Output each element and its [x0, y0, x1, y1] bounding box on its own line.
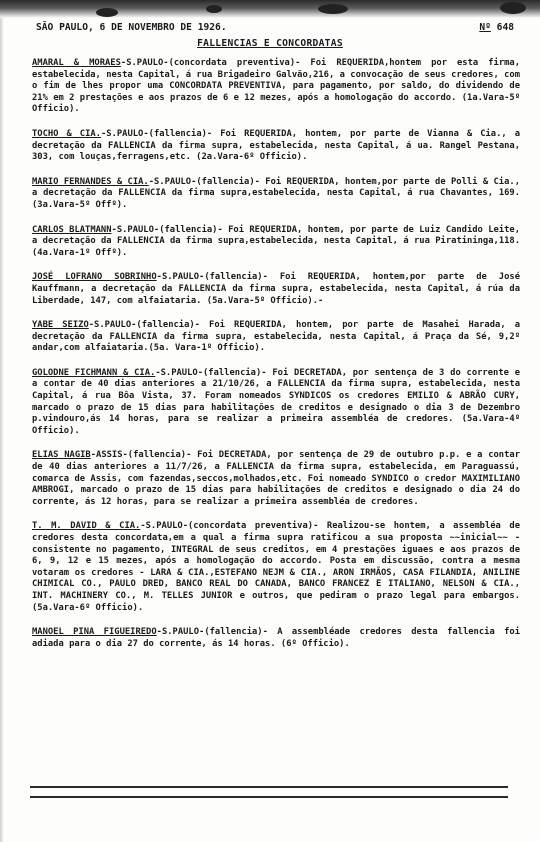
ink-blot	[96, 8, 118, 17]
entry-body: -S.PAULO-(concordata preventiva)- Foi REQUERIDA,hontem por esta firma, estabelecida, nesta Capital, á rua Brigadeiro Galvão,216, a convocação de seus credores, com o fim de lhes propor uma CONCORDATA PREVENTIVA, para pagamento, por saldo, do dividendo de 21% em 2 prestações e aos prazos de 6 e 12 mezes, após a homologação do accordo. (1a.Vara-5º Officio).	[32, 58, 520, 115]
entry-name: TOCHO & CIA.	[32, 128, 101, 139]
entry	[32, 129, 520, 164]
entry-body: -S.PAULO-(fallencia)- Foi REQUERIDA, hontem,por parte de Polli & Cia., a decretação da FALLENCIA da firma supra,estabelecida, nesta Capital, á rua Chavantes, 169. (3a.Vara-5º Offº).	[32, 176, 520, 210]
entry	[32, 272, 520, 307]
entry	[32, 521, 520, 614]
entry	[32, 627, 520, 650]
entry-name: GOLODNE FICHMANN & CIA.	[32, 367, 156, 378]
entry-body: -S.PAULO-(concordata preventiva)- Realizou-se hontem, a assembléa de credores desta concordata,em a qual a firma supra ratificou a sua proposta ~~inicial~~ - consistente no pagamento, INTEGRAL de seus creditos, em 4 prestações iguaes e aos prazos de 6, 9, 12 e 15 mezes, após a homologação do accordo. Posta em discussão, contra a mesma votaram os credores - LARA & CIA.,ESTEFANO NEJM & CIA., ARON IRMÃOS, CASA FILANDIA, ANILINE CHIMICAL CO., PAULO DRED, BANCO REAL DO CANADA, BANCO FRANCEZ E ITALIANO, NELSON & CIA., INT. MACHINERY CO., M. TELLES JUNIOR e outros, que pediram o prazo legal para embargos. (5a.Vara-6º Officio).	[32, 521, 520, 613]
entry-name: JOSÉ LOFRANO SOBRINHO	[32, 272, 157, 283]
document-date: SÃO PAULO, 6 DE NOVEMBRO DE 1926.	[36, 22, 227, 33]
entry-body: -S.PAULO-(fallencia)- Foi REQUERIDA, hontem,por parte de José Kauffmann, a decretação da FALLENCIA da firma supra, estabelecida, nesta Capital, á rúa da Liberdade, 147, com alfaiataria. (5a.Vara-5º Officio).-	[32, 272, 520, 306]
scan-left-edge	[0, 18, 4, 842]
document-header	[36, 22, 520, 36]
entry	[32, 225, 520, 260]
document-number-value: 648	[496, 22, 514, 33]
document-title: FALLENCIAS E CONCORDATAS	[197, 38, 343, 49]
entry-body: -S.PAULO-(fallencia)- Foi REQUERIDA, hontem, por parte de Luiz Candido Leite, a decretação da FALLENCIA da firma supra,estabelecida, nesta Capital, á rua Piratininga,118. (4a.Vara-1º Offº).	[32, 224, 520, 258]
closing-rule	[30, 796, 508, 798]
ink-blot	[318, 4, 348, 14]
entry-name: AMARAL & MORAES	[32, 58, 121, 68]
entry-body: -S.PAULO-(fallencia)- Foi REQUERIDA, hontem, por parte de Vianna & Cia., a decretação da FALLENCIA da firma supra, estabelecida, nesta Capital, á ua. Rangel Pestana, 303, com louças,ferragens,etc. (2a.Vara-6º Officio).	[32, 128, 520, 163]
entry-name: T. M. DAVID & CIA.	[32, 521, 141, 532]
entry	[32, 177, 520, 212]
closing-rule	[30, 786, 508, 788]
entry-name: MARIO FERNANDES & CIA.	[32, 176, 149, 187]
entry	[32, 368, 520, 438]
ink-blot	[206, 5, 222, 13]
entry-name: ELIAS NAGIB	[32, 450, 91, 461]
ink-blot	[500, 2, 526, 14]
entry-body: -S.PAULO-(fallencia)- Foi DECRETADA, por sentença de 3 do corrente e a contar de 40 dias anteriores a 21/10/26, a FALLENCIA da firma supra, estabelecida, nesta Capital, á rua Bôa Vista, 37. Foram nomeados SYNDICOS os credores EMILIO & ABRÃO CURY, marcado o prazo de 15 dias para habilitações de creditos e designado o dia 3 de Dezembro p.vindouro,ás 14 horas, para se realizar a primeira assembléa de credores. (5a.Vara-4º Officio).	[32, 367, 521, 436]
entries-list	[32, 58, 520, 663]
document-number	[479, 22, 514, 33]
entry-name: YABE SEIZO	[32, 320, 89, 331]
entry-name: MANOEL PINA FIGUEIREDO	[32, 627, 157, 638]
entry-body: -S.PAULO-(fallencia)- A assembléade credores desta fallencia foi adiada para o dia 27 do corrente, ás 14 horas. (6º Officio).	[32, 627, 520, 649]
entry	[32, 450, 520, 508]
entry	[32, 58, 520, 116]
scan-top-edge	[0, 0, 540, 18]
entry-name: CARLOS BLATMANN	[32, 224, 112, 235]
entry	[32, 320, 520, 355]
entry-body: -S.PAULO-(fallencia)- Foi REQUERIDA, hontem, por parte de Masahei Harada, a decretação da FALLENCIA da firma supra, estabelecida, nesta Capital, á Praça da Sé, 9,2º andar,com alfaiataria.(5a. Vara-1º Officio).	[32, 320, 520, 354]
document-number-label: Nº	[479, 22, 491, 33]
entry-body: -ASSIS-(fallencia)- Foi DECRETADA, por sentença de 29 de outubro p.p. e a contar de 40 dias anteriores a 11/7/26, a FALLENCIA da firma supra, estabelecida, em Paraguassú, comarca de Assis, com fazendas,seccos,molhados,etc. Foi nomeado SYNDICO o credor MAXIMILIANO AMBROGI, marcado o prazo de 15 dias para habilitações de creditos e designado o dia 24 do corrente, ás 12 horas, para se realizar a primeira assembléa de credores.	[32, 450, 520, 507]
